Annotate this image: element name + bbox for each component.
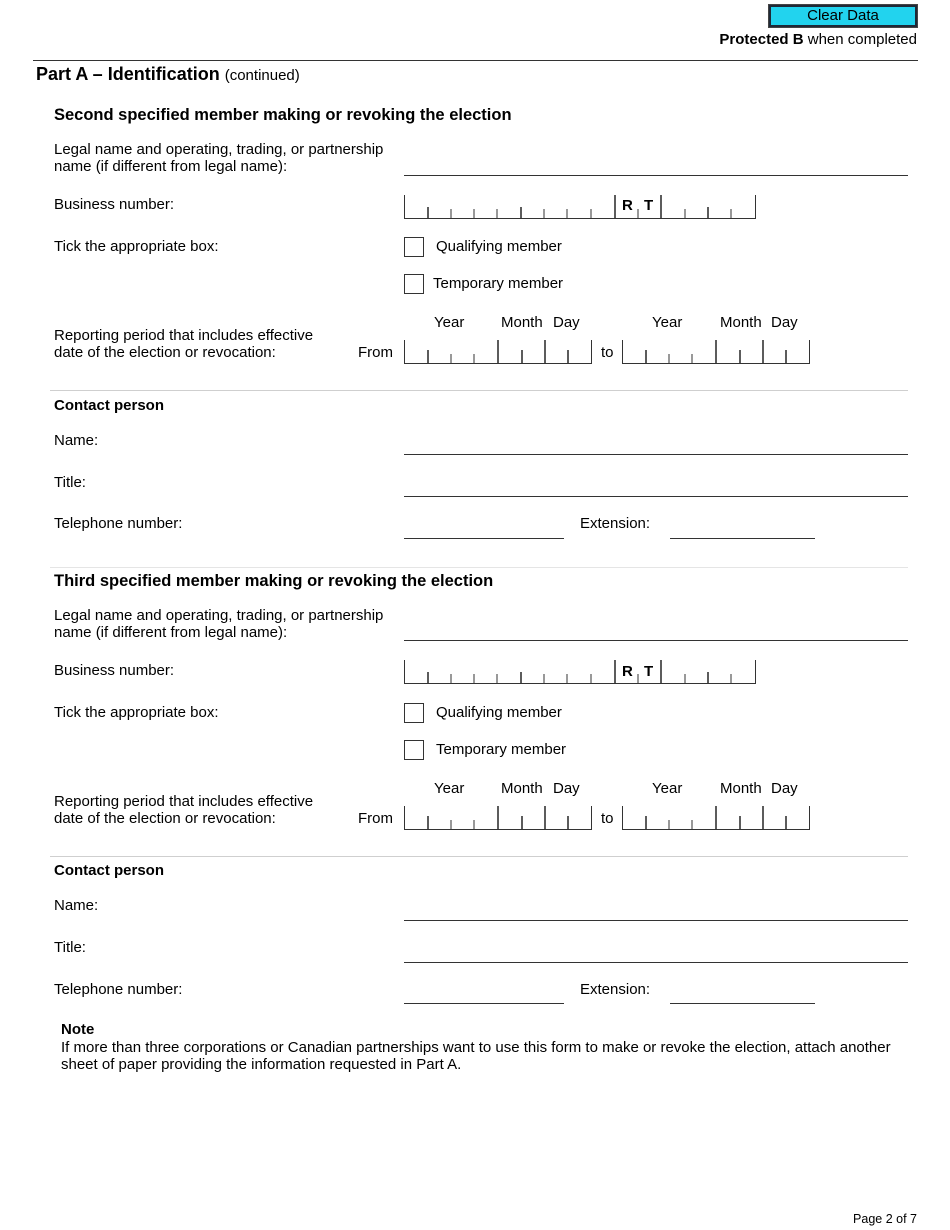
protected-rest: when completed: [803, 31, 917, 48]
part-title-text: Part A – Identification: [36, 64, 220, 84]
third-contact-title-label: Title:: [54, 939, 86, 956]
second-to-date-input[interactable]: [622, 340, 810, 364]
third-from-month-header: Month: [501, 780, 543, 797]
page-number: Page 2 of 7: [853, 1212, 917, 1226]
second-business-number-label: Business number:: [54, 196, 175, 213]
second-to-month-header: Month: [720, 314, 762, 331]
third-to-month-header: Month: [720, 780, 762, 797]
second-from-year-header: Year: [434, 314, 465, 331]
second-business-number-input[interactable]: [404, 195, 756, 219]
third-business-number-label: Business number:: [54, 662, 175, 679]
third-contact-name-input[interactable]: [404, 920, 908, 921]
third-reporting-label-1: Reporting period that includes effective: [54, 793, 314, 810]
third-legal-name-label-1: Legal name and operating, trading, or partnership: [54, 607, 384, 624]
second-to-year-header: Year: [652, 314, 683, 331]
part-title: [36, 64, 300, 85]
third-business-number-input[interactable]: [404, 660, 756, 684]
third-qualifying-label: Qualifying member: [436, 704, 562, 721]
second-bn-r: R: [622, 197, 633, 214]
third-section-divider: [50, 567, 908, 568]
third-to-label: to: [601, 810, 614, 827]
third-member-title: Third specified member making or revoking the election: [54, 572, 494, 590]
third-from-date-input[interactable]: [404, 806, 592, 830]
second-temporary-label: Temporary member: [433, 275, 564, 292]
third-bn-t: T: [644, 663, 654, 680]
third-qualifying-checkbox[interactable]: [404, 703, 424, 723]
protected-notice: [719, 31, 917, 48]
second-contact-name-input[interactable]: [404, 454, 908, 455]
third-legal-name-label-2: name (if different from legal name):: [54, 624, 288, 641]
second-legal-name-input[interactable]: [404, 175, 908, 176]
clear-data-button[interactable]: Clear Data: [769, 5, 917, 27]
third-to-day-header: Day: [771, 780, 798, 797]
second-legal-name-label-2: name (if different from legal name):: [54, 158, 288, 175]
note-text: If more than three corporations or Canadian partnerships want to use this form to make or revoke the election, attach another sheet of paper providing the information requested in Part A.: [61, 1039, 891, 1073]
second-telephone-label: Telephone number:: [54, 515, 183, 532]
third-contact-divider: [50, 856, 908, 857]
second-contact-divider: [50, 390, 908, 391]
second-contact-title: Contact person: [54, 397, 165, 414]
third-reporting-label-2: date of the election or revocation:: [54, 810, 276, 827]
protected-bold: Protected B: [719, 31, 804, 48]
second-from-date-input[interactable]: [404, 340, 592, 364]
third-contact-title-input[interactable]: [404, 962, 908, 963]
second-telephone-input[interactable]: [404, 538, 564, 539]
second-qualifying-checkbox[interactable]: [404, 237, 424, 257]
second-contact-title-input[interactable]: [404, 496, 908, 497]
third-to-date-input[interactable]: [622, 806, 810, 830]
note-title: Note: [61, 1021, 95, 1038]
second-from-day-header: Day: [553, 314, 580, 331]
second-reporting-label-1: Reporting period that includes effective: [54, 327, 314, 344]
second-to-day-header: Day: [771, 314, 798, 331]
third-from-year-header: Year: [434, 780, 465, 797]
third-telephone-label: Telephone number:: [54, 981, 183, 998]
second-tick-label: Tick the appropriate box:: [54, 238, 219, 255]
second-reporting-label-2: date of the election or revocation:: [54, 344, 276, 361]
third-legal-name-input[interactable]: [404, 640, 908, 641]
second-contact-title-label: Title:: [54, 474, 86, 491]
second-to-label: to: [601, 344, 614, 361]
part-continued: (continued): [224, 67, 300, 84]
third-to-year-header: Year: [652, 780, 683, 797]
second-extension-label: Extension:: [580, 515, 651, 532]
second-from-label: From: [358, 344, 393, 361]
second-qualifying-label: Qualifying member: [436, 238, 562, 255]
third-contact-title: Contact person: [54, 862, 165, 879]
second-temporary-checkbox[interactable]: [404, 274, 424, 294]
second-bn-t: T: [644, 197, 654, 214]
third-bn-r: R: [622, 663, 633, 680]
third-tick-label: Tick the appropriate box:: [54, 704, 219, 721]
second-member-title: Second specified member making or revoking the election: [54, 106, 512, 124]
third-extension-input[interactable]: [670, 1003, 815, 1004]
second-extension-input[interactable]: [670, 538, 815, 539]
third-telephone-input[interactable]: [404, 1003, 564, 1004]
third-temporary-checkbox[interactable]: [404, 740, 424, 760]
third-from-day-header: Day: [553, 780, 580, 797]
second-from-month-header: Month: [501, 314, 543, 331]
third-extension-label: Extension:: [580, 981, 651, 998]
second-contact-name-label: Name:: [54, 432, 99, 449]
third-from-label: From: [358, 810, 393, 827]
third-temporary-label: Temporary member: [436, 741, 567, 758]
top-divider: [33, 60, 918, 61]
third-contact-name-label: Name:: [54, 897, 99, 914]
second-legal-name-label-1: Legal name and operating, trading, or partnership: [54, 141, 384, 158]
